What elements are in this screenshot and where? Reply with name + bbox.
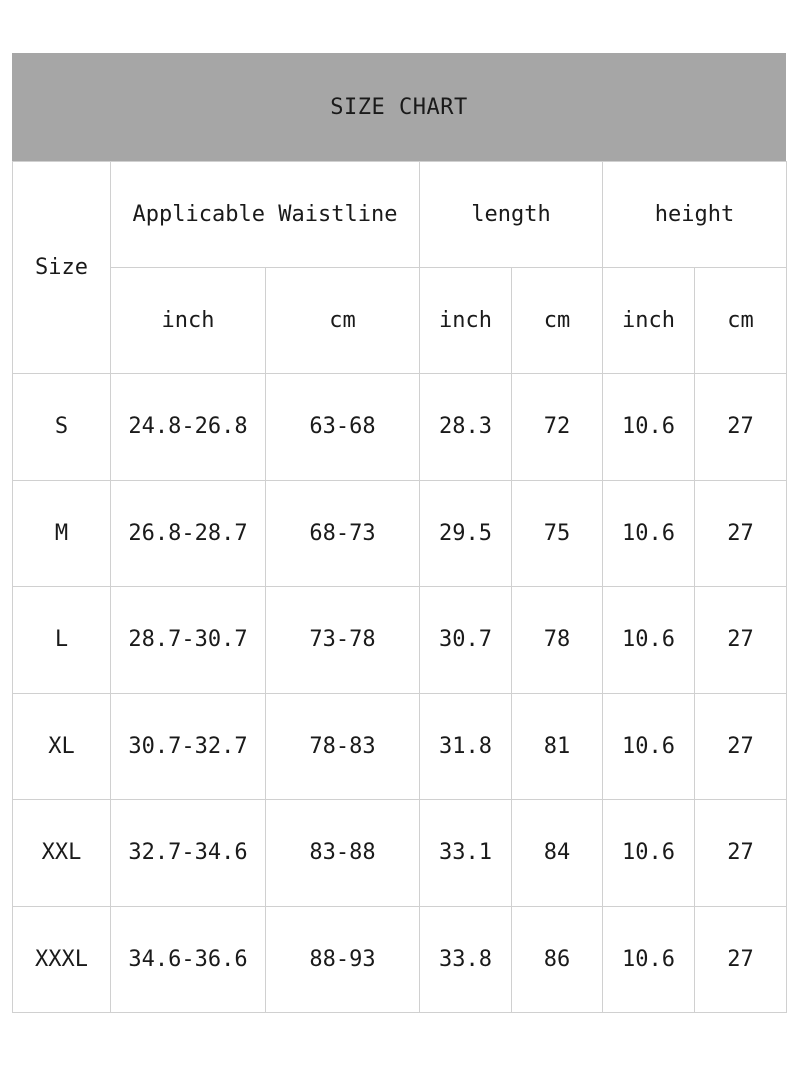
cell-size: M xyxy=(13,480,111,587)
cell-length-cm: 75 xyxy=(512,480,603,587)
header-length: length xyxy=(420,162,603,268)
cell-height-inch: 10.6 xyxy=(603,480,695,587)
size-chart xyxy=(12,53,786,1013)
header-unit: inch xyxy=(111,268,266,374)
cell-height-inch: 10.6 xyxy=(603,800,695,907)
header-size: Size xyxy=(13,162,111,374)
header-unit: cm xyxy=(695,268,787,374)
size-table xyxy=(12,161,787,1013)
cell-height-cm: 27 xyxy=(695,480,787,587)
cell-waist-cm: 73-78 xyxy=(266,587,420,694)
size-chart-title: SIZE CHART xyxy=(12,53,786,161)
table-row xyxy=(13,480,787,587)
cell-length-cm: 84 xyxy=(512,800,603,907)
cell-waist-cm: 63-68 xyxy=(266,374,420,481)
header-height: height xyxy=(603,162,787,268)
cell-waist-cm: 83-88 xyxy=(266,800,420,907)
header-waistline: Applicable Waistline xyxy=(111,162,420,268)
cell-height-cm: 27 xyxy=(695,906,787,1013)
cell-length-inch: 29.5 xyxy=(420,480,512,587)
header-unit: cm xyxy=(266,268,420,374)
cell-height-cm: 27 xyxy=(695,374,787,481)
table-row xyxy=(13,906,787,1013)
cell-waist-cm: 88-93 xyxy=(266,906,420,1013)
cell-length-inch: 30.7 xyxy=(420,587,512,694)
cell-height-inch: 10.6 xyxy=(603,587,695,694)
cell-height-cm: 27 xyxy=(695,800,787,907)
cell-length-inch: 33.1 xyxy=(420,800,512,907)
cell-length-cm: 81 xyxy=(512,693,603,800)
cell-size: XXXL xyxy=(13,906,111,1013)
cell-size: XL xyxy=(13,693,111,800)
cell-length-cm: 78 xyxy=(512,587,603,694)
cell-length-inch: 33.8 xyxy=(420,906,512,1013)
cell-size: XXL xyxy=(13,800,111,907)
cell-waist-inch: 30.7-32.7 xyxy=(111,693,266,800)
cell-height-inch: 10.6 xyxy=(603,693,695,800)
cell-waist-inch: 24.8-26.8 xyxy=(111,374,266,481)
cell-waist-cm: 68-73 xyxy=(266,480,420,587)
cell-size: L xyxy=(13,587,111,694)
header-unit: inch xyxy=(603,268,695,374)
cell-length-inch: 31.8 xyxy=(420,693,512,800)
table-row xyxy=(13,374,787,481)
header-row-groups xyxy=(13,162,787,268)
cell-length-cm: 72 xyxy=(512,374,603,481)
cell-waist-inch: 28.7-30.7 xyxy=(111,587,266,694)
header-row-units xyxy=(13,268,787,374)
cell-waist-inch: 32.7-34.6 xyxy=(111,800,266,907)
table-row xyxy=(13,693,787,800)
table-row xyxy=(13,800,787,907)
size-table-body xyxy=(13,162,787,1013)
table-row xyxy=(13,587,787,694)
cell-height-inch: 10.6 xyxy=(603,374,695,481)
cell-height-cm: 27 xyxy=(695,693,787,800)
cell-height-cm: 27 xyxy=(695,587,787,694)
cell-waist-inch: 34.6-36.6 xyxy=(111,906,266,1013)
header-unit: inch xyxy=(420,268,512,374)
cell-size: S xyxy=(13,374,111,481)
header-unit: cm xyxy=(512,268,603,374)
cell-length-inch: 28.3 xyxy=(420,374,512,481)
cell-length-cm: 86 xyxy=(512,906,603,1013)
cell-waist-inch: 26.8-28.7 xyxy=(111,480,266,587)
cell-waist-cm: 78-83 xyxy=(266,693,420,800)
cell-height-inch: 10.6 xyxy=(603,906,695,1013)
